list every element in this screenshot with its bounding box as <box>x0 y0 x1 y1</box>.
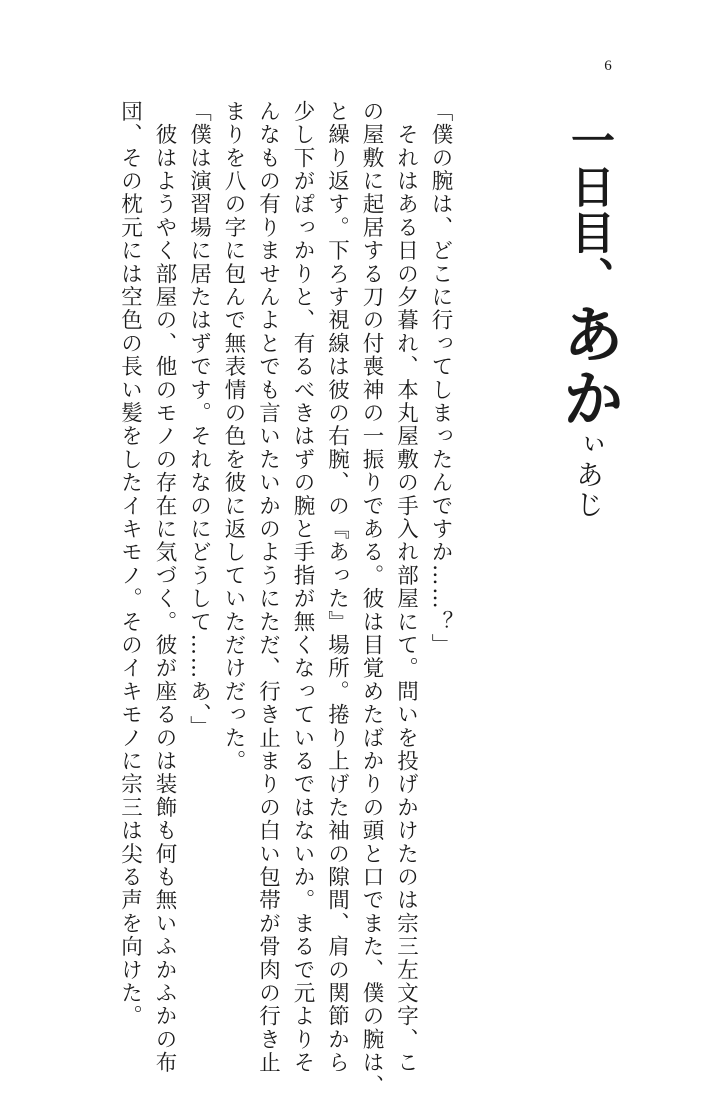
text-line: 団、その枕元には空色の長い髪をしたイキモノ。そのイキモノに宗三は尖る声を向けた。 <box>117 100 143 1028</box>
page-number: 6 <box>604 58 612 74</box>
text-line: 「僕の腕は、どこに行ってしまったんですか……？」 <box>428 100 453 657</box>
body-text <box>112 100 457 1098</box>
text-line: 彼はようやく部屋の、他のモノの存在に気づく。彼が座るのは装飾も何も無いふかふかの布 <box>152 100 177 1075</box>
chapter-title-part3: ぃあじ <box>572 430 605 520</box>
chapter-title-part2: あか <box>552 302 625 430</box>
chapter-title-part1: 一日目、 <box>563 118 614 302</box>
chapter-title <box>548 118 628 520</box>
text-line: の屋敷に起居する刀の付喪神の一振りである。彼は目覚めたばかりの頭と口でまた、僕の腕は、 <box>359 100 384 1098</box>
text-line: んなもの有りませんよとでも言いたいかのようにただ、行き止まりの白い包帯が骨肉の行き止 <box>255 100 281 1075</box>
text-line: 「僕は演習場に居たはずです。それなのにどうして……あ、」 <box>186 100 212 739</box>
text-line: まりを八の字に包んで無表情の色を彼に返していただけだった。 <box>221 100 246 773</box>
text-line: と繰り返す。下ろす視線は彼の右腕、の『あった』場所。捲り上げた袖の隙間、肩の関節から <box>324 100 350 1075</box>
text-line: 少し下がぽっかりと、有るべきはずの腕と手指が無くなっているではないか。まるで元よりそ <box>290 100 315 1075</box>
text-line: それはある日の夕暮れ、本丸屋敷の手入れ部屋にて。問いを投げかけたのは宗三左文字、こ <box>393 100 419 1075</box>
